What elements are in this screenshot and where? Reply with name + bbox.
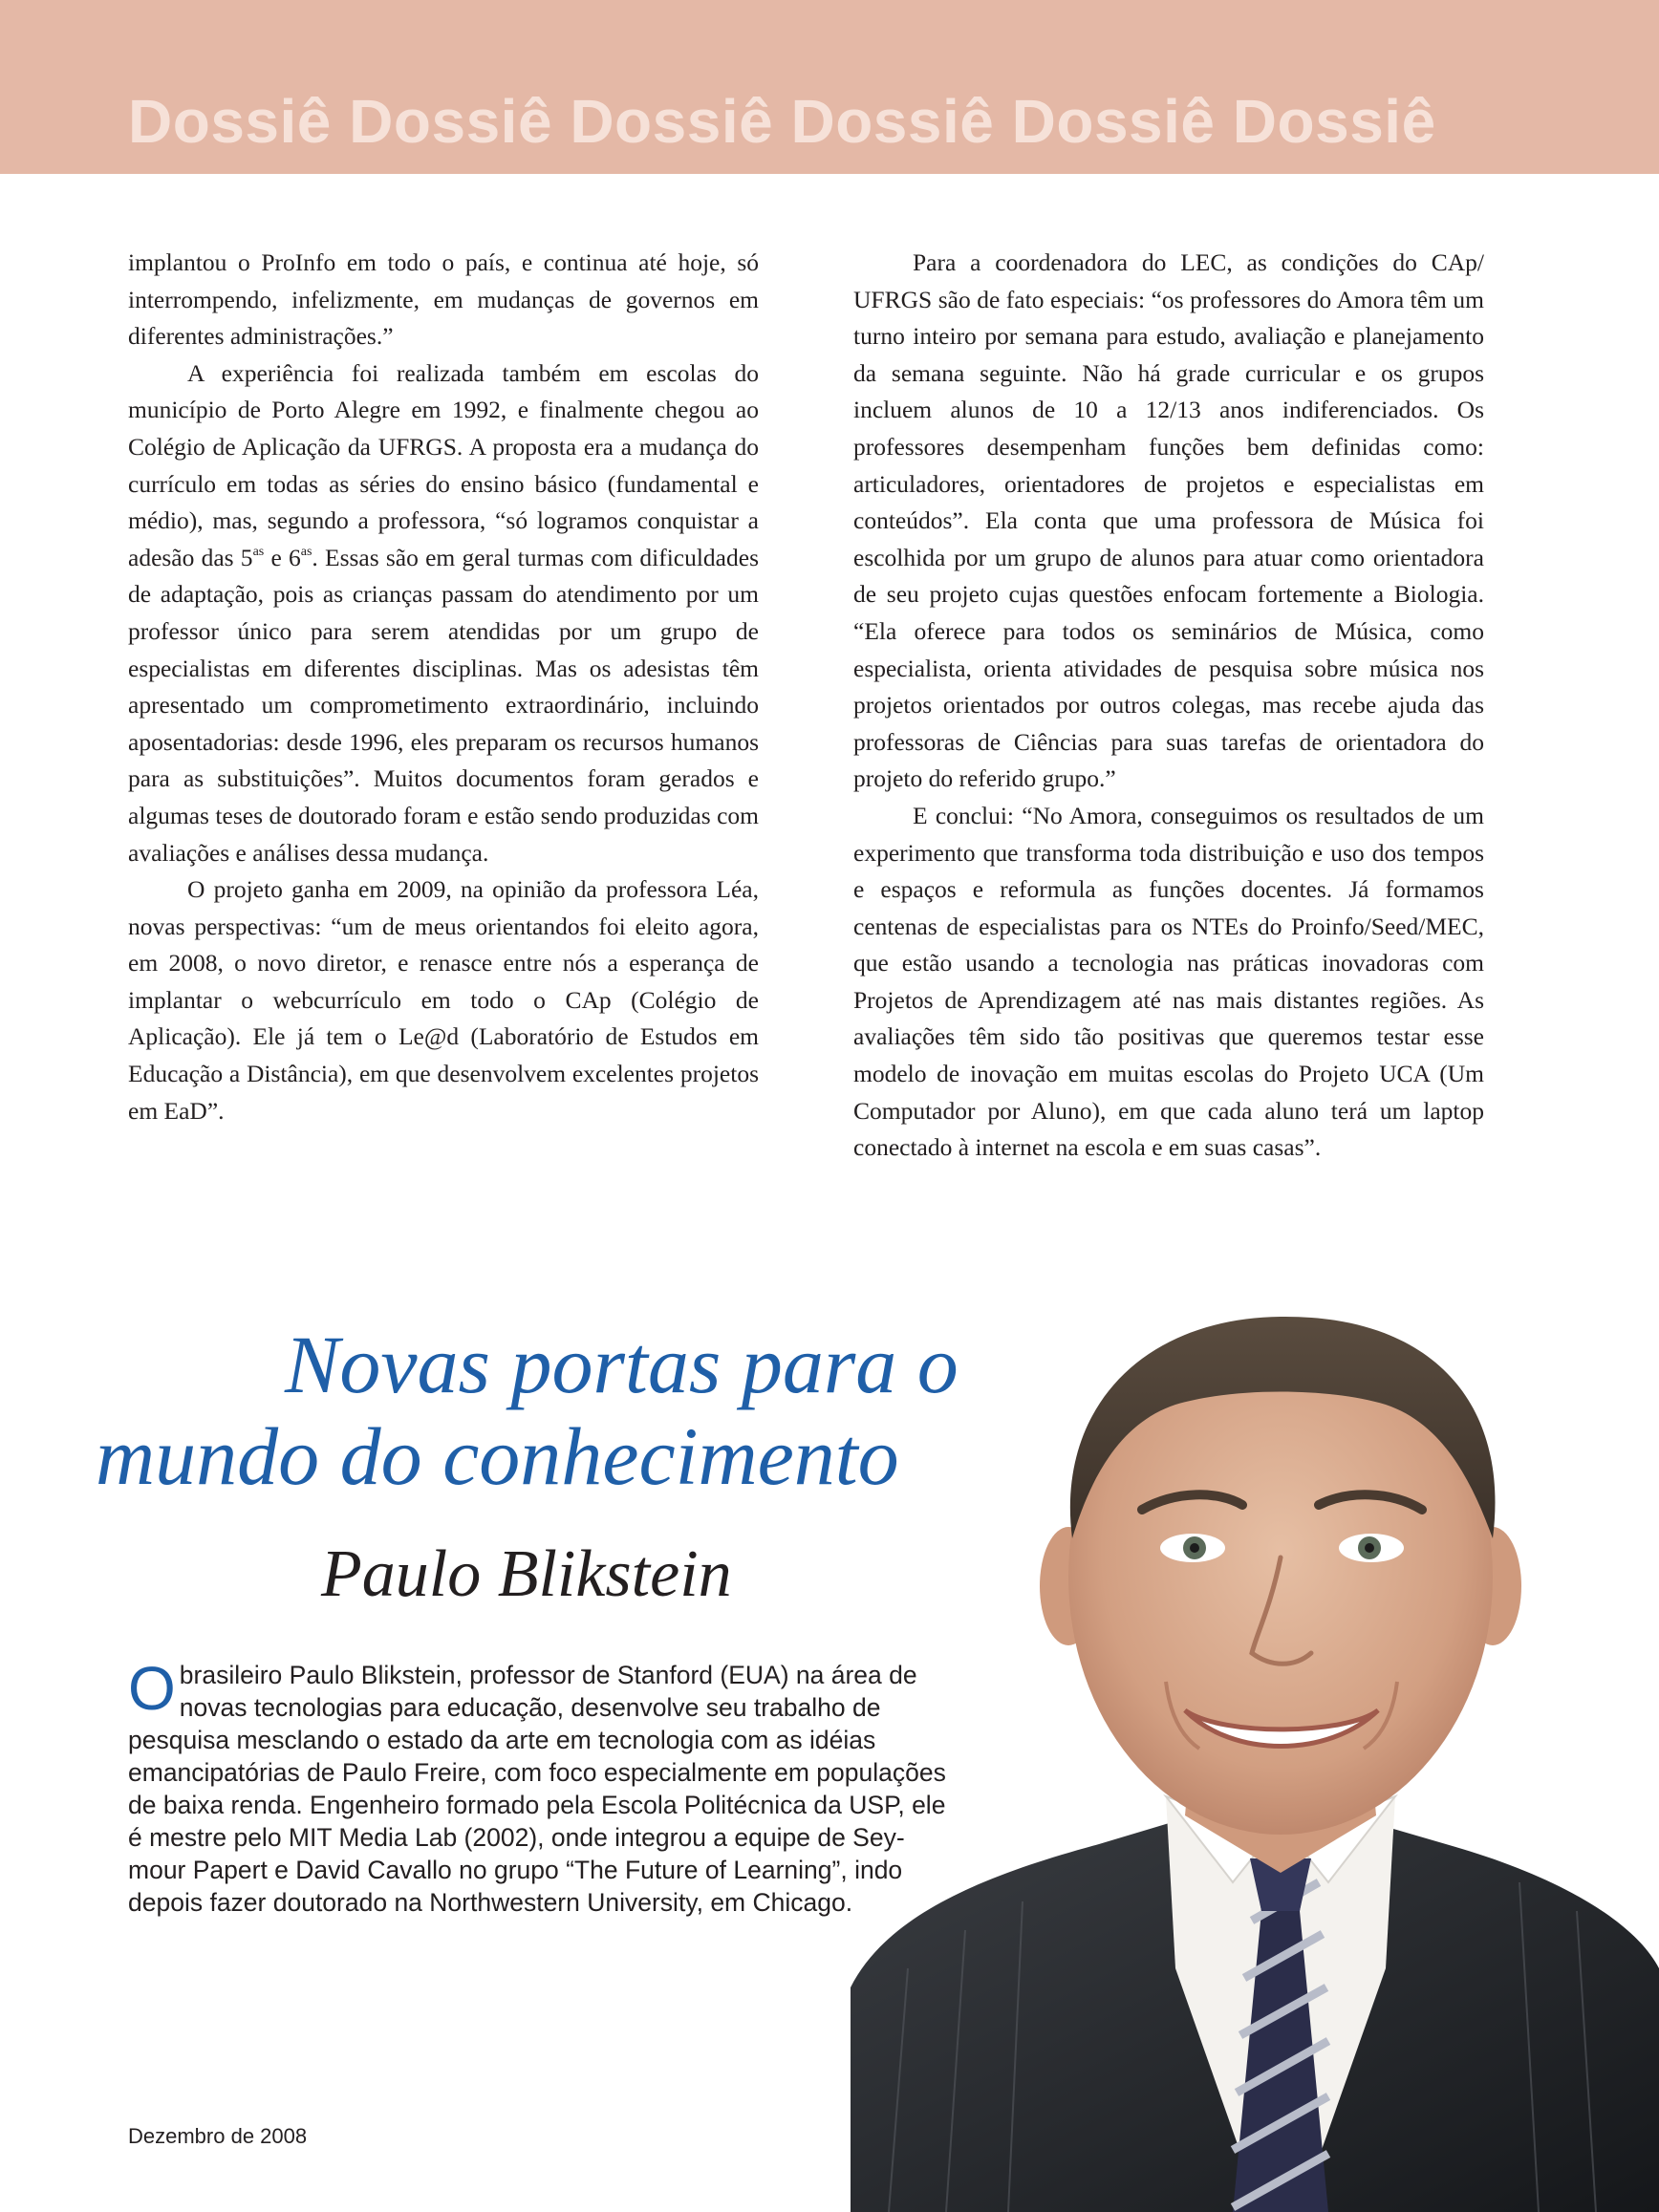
paragraph: O projeto ganha em 2009, na opinião da professora Léa, novas perspectivas: “um de meus orientandos foi eleito agora, em 2008, o novo diretor, e renasce entre nós a esperança de implantar o webcurrículo em todo o CAp (Colégio de Aplicação). Ele já tem o Le@d (Laboratório de Estudos em Educação a Distância), em que desenvolvem excelentes projetos em EaD”. [128,875,759,1125]
section-banner [0,0,1659,174]
paragraph: Para a coordenadora do LEC, as condições do CAp/ UFRGS são de fato especiais: “os professores do Amora têm um turno inteiro por semana para estudo, avaliação e planejamento da semana seguinte. Não há grade curricular e os grupos incluem alunos de 10 a 12/13 anos indiferenciados. Os professores desempenham funções bem definidas como: articuladores, orientadores de projetos e especialistas em conteúdos”. Ela conta que uma professora de Música foi escolhida por um grupo de alunos para atuar como orientadora de seu projeto cujas questões enfocam fortemente a Biologia. “Ela oferece para todos os seminários de Música, como especialista, orienta atividades de pesquisa sobre música nos projetos orientados por outros colegas, mas recebe ajuda das professoras de Ciências para suas tarefas de orientadora do projeto do referido grupo.” [853,248,1484,793]
author-name: Paulo Blikstein [321,1537,732,1611]
headline-line: mundo do conhecimento [96,1410,899,1502]
issue-date: Dezembro de 2008 [128,2124,308,2148]
paragraph: E conclui: “No Amora, conseguimos os resultados de um experimento que transforma toda distribuição e uso dos tempos e espaços e reformula as funções docentes. Já formamos centenas de especialistas para os NTEs do Proinfo/Seed/MEC, que estão usando a tecnologia nas práticas inovadoras com Projetos de Aprendizagem até nas mais distantes regiões. As avaliações têm sido tão positivas que queremos testar esse modelo de inovação em muitas escolas do Projeto UCA (Um Computador por Aluno), em que cada aluno terá um laptop conectado à internet na escola e em suas casas”. [853,801,1484,1162]
left-column [128,245,759,1129]
superscript: as [252,544,265,559]
section-title: Dossiê Dossiê Dossiê Dossiê Dossiê Dossiê [128,87,1436,156]
superscript: as [300,544,312,559]
drop-cap: O [128,1654,176,1723]
paragraph: A experiência foi realizada também em escolas do município de Porto Alegre em 1992, e finalmente chegou ao Colégio de Aplicação da UFRGS. A proposta era a mudança do currículo em todas as séries do ensino básico (fundamental e médio), mas, segundo a professora, “só logramos conquistar a adesão das $5^{as}$ e $6^{as}$. Essas são em geral turmas com dificuldades de adaptação, pois as crianças passam do atendimento por um professor único para serem atendidas por um grupo de especialistas em diferentes disciplinas. Mas os adesistas têm apresentado um comprometimento extraordinário, incluindo aposentadorias: desde 1996, eles preparam os recursos humanos para as substituições”. Muitos documentos foram gerados e algumas teses de doutorado foram e estão sendo produzidas com avaliações e análises dessa mudança. [128,358,759,867]
right-column [853,245,1484,1167]
paragraph: implantou o ProInfo em todo o país, e continua até hoje, só interrompendo, infelizmente, em mudanças de governos em diferentes administrações.” [128,248,759,351]
intro-paragraph: O brasileiro Paulo Blikstein, professor de Stanford (EUA) na área de novas tecnologias para educação, desenvolve seu trabalho de pesquisa mesclando o estado da arte em tecnologia com as idéias emancipatórias de Paulo Freire, com foco especialmente em populações de baixa renda. Engenheiro formado pela Escola Politécnica da USP, ele é mestre pelo MIT Media Lab (2002), onde integrou a equipe de Seymour Papert e David Cavallo no grupo “The Future of Learning”, indo depois fazer doutorado na Northwestern University, em Chicago. [128,1654,946,1917]
portrait-photo [851,1299,1659,2212]
headline-line: Novas portas para o [285,1319,959,1410]
